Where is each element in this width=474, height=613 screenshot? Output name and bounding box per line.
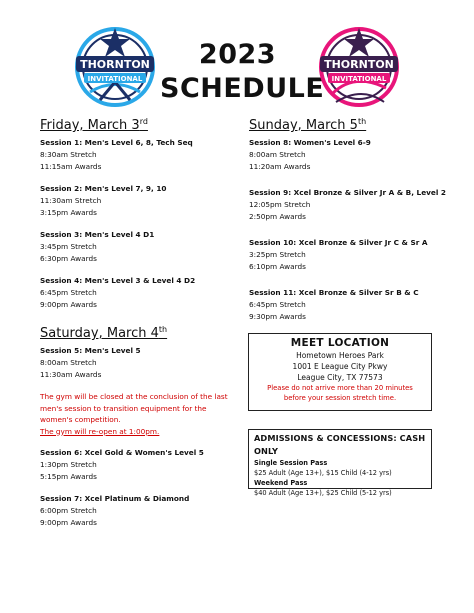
admissions-title: ADMISSIONS & CONCESSIONS: CASH ONLY	[254, 433, 426, 456]
page-title	[160, 38, 325, 106]
title-year: 2023	[198, 39, 277, 70]
session-time: 1:30pm Stretch	[40, 460, 97, 469]
session-time: 9:00pm Awards	[40, 518, 97, 527]
session-time: 6:00pm Stretch	[40, 506, 97, 515]
session-name: Session 11: Xcel Bronze & Silver Sr B & C	[249, 288, 419, 297]
session-name: Session 6: Xcel Gold & Women's Level 5	[40, 448, 204, 457]
session-time: 6:45pm Stretch	[40, 288, 97, 297]
session-time: 8:00am Stretch	[249, 150, 306, 159]
session-block	[249, 187, 449, 223]
session-time: 11:30am Awards	[40, 370, 102, 379]
session-time: 5:15pm Awards	[40, 472, 97, 481]
session-time: 8:00am Stretch	[40, 358, 97, 367]
friday-heading	[40, 113, 235, 134]
session-time: 11:20am Awards	[249, 162, 311, 171]
notice-line: men's session to transition equipment for the	[40, 403, 207, 413]
admissions-box	[248, 429, 432, 497]
left-column	[40, 113, 235, 539]
thornton-invitational-logo-right	[314, 22, 404, 112]
session-time: 6:30pm Awards	[40, 254, 97, 263]
session-name: Session 3: Men's Level 4 D1	[40, 230, 155, 239]
meet-warning-line: before your session stretch time.	[283, 394, 397, 402]
weekend-pass-label: Weekend Pass	[254, 479, 308, 487]
session-block	[249, 287, 449, 323]
saturday-heading	[40, 321, 235, 342]
session-time: 2:50pm Awards	[249, 212, 306, 221]
friday-heading-text: Friday, March 3	[40, 118, 140, 133]
session-time: 6:10pm Awards	[249, 262, 306, 271]
session-block	[249, 137, 449, 173]
meet-location-box	[248, 333, 432, 411]
session-name: Session 5: Men's Level 5	[40, 346, 141, 355]
logo-right-line2: INVITATIONAL	[331, 75, 387, 83]
session-block	[249, 237, 449, 273]
session-name: Session 7: Xcel Platinum & Diamond	[40, 494, 190, 503]
session-time: 6:45pm Stretch	[249, 300, 306, 309]
single-pass-price: $25 Adult (Age 13+), $15 Child (4-12 yrs)	[254, 469, 392, 477]
session-time: 3:15pm Awards	[40, 208, 97, 217]
notice-line: The gym will be closed at the conclusion of the last	[40, 392, 228, 401]
meet-location-title: MEET LOCATION	[290, 337, 390, 349]
session-name: Session 10: Xcel Bronze & Silver Jr C & Sr A	[249, 238, 428, 247]
session-block	[40, 183, 235, 219]
meet-venue: Hometown Heroes Park	[296, 351, 384, 360]
logo-emblem-right-icon	[314, 22, 404, 112]
right-column	[249, 113, 449, 333]
session-time: 11:30am Stretch	[40, 196, 102, 205]
meet-warning-line: Please do not arrive more than 20 minutes	[267, 384, 413, 392]
title-schedule: SCHEDULE	[160, 73, 325, 104]
session-time: 12:05pm Stretch	[249, 200, 311, 209]
session-time: 9:30pm Awards	[249, 312, 306, 321]
session-block	[40, 447, 235, 483]
sunday-heading-sup: th	[357, 117, 367, 126]
single-pass-label: Single Session Pass	[254, 459, 328, 467]
session-name: Session 4: Men's Level 3 & Level 4 D2	[40, 276, 196, 285]
session-block	[40, 493, 235, 529]
session-name: Session 8: Women's Level 6-9	[249, 138, 371, 147]
session-time: 8:30am Stretch	[40, 150, 97, 159]
saturday-heading-sup: th	[158, 325, 168, 334]
session-block	[40, 275, 235, 311]
session-time: 3:25pm Stretch	[249, 250, 306, 259]
session-block	[40, 229, 235, 265]
logo-left-line2: INVITATIONAL	[87, 75, 143, 83]
sunday-heading	[249, 113, 449, 134]
sunday-heading-text: Sunday, March 5	[249, 118, 358, 133]
session-name: Session 1: Men's Level 6, 8, Tech Seq	[40, 138, 193, 147]
saturday-heading-text: Saturday, March 4	[40, 326, 159, 341]
session-block	[40, 137, 235, 173]
logo-emblem-left-icon	[70, 22, 160, 112]
weekend-pass-price: $40 Adult (Age 13+), $25 Child (5-12 yrs)	[254, 489, 392, 497]
logo-left-line1: THORNTON	[80, 58, 150, 71]
logo-right-line1: THORNTON	[324, 58, 394, 71]
session-time: 3:45pm Stretch	[40, 242, 97, 251]
session-name: Session 9: Xcel Bronze & Silver Jr A & B, Level 2	[249, 188, 446, 197]
meet-address: 1001 E League City Pkwy	[292, 362, 388, 371]
notice-reopen: The gym will re-open at 1:00pm.	[40, 426, 160, 436]
notice-line: women's competition.	[40, 415, 121, 424]
gym-closure-notice	[40, 391, 235, 437]
session-time: 9:00pm Awards	[40, 300, 97, 309]
thornton-invitational-logo-left	[70, 22, 160, 112]
meet-city: League City, TX 77573	[297, 373, 383, 382]
friday-heading-sup: rd	[139, 117, 148, 126]
session-name: Session 2: Men's Level 7, 9, 10	[40, 184, 167, 193]
session-block	[40, 345, 235, 381]
session-time: 11:15am Awards	[40, 162, 102, 171]
